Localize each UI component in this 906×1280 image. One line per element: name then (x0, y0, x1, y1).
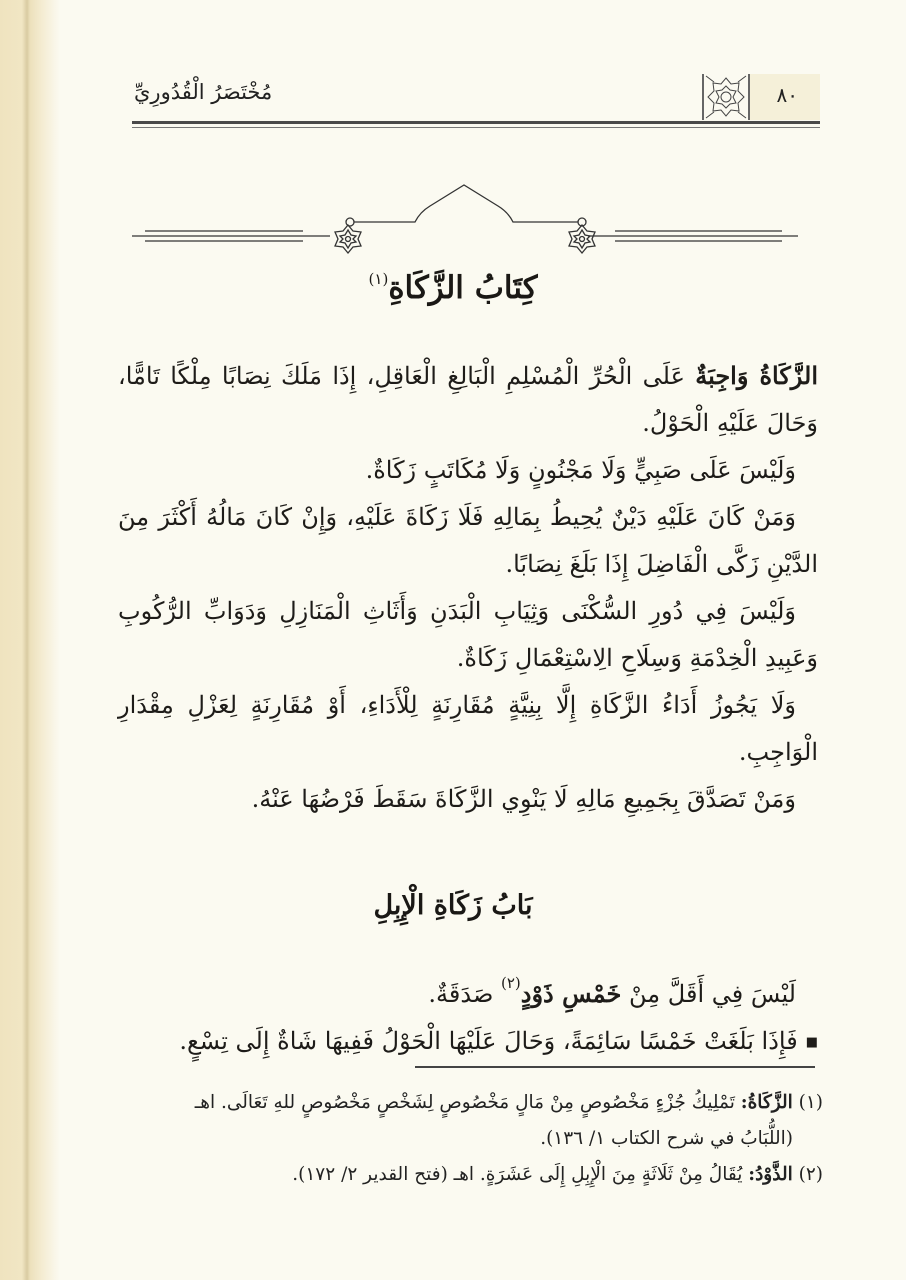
footnote-ref-2[interactable]: (٢) (500, 974, 521, 992)
section-title: بَابُ زَكَاةِ الْإِبِلِ (373, 890, 533, 921)
footnote-1-source: (اللُّبَابُ في شرح الكتاب ١/ ١٣٦). (540, 1128, 793, 1149)
chapter-title-text: كِتَابُ الزَّكَاةِ (388, 270, 538, 306)
footnote-ref-1[interactable]: (١) (368, 270, 389, 288)
footnote-2 (118, 1157, 823, 1193)
header-rule (132, 121, 820, 124)
paragraph-4: وَلَيْسَ فِي دُورِ السُّكْنَى وَثِيَابِ الْبَدَنِ وَأَثَاثِ الْمَنَازِلِ وَدَوَابِّ الرُّكُوبِ وَعَبِيدِ الْخِدْمَةِ وَسِلَاحِ الِاسْتِعْمَالِ زَكَاةٌ. (118, 597, 818, 672)
footnote-2-number: (٢) (798, 1164, 823, 1185)
footnote-1-number: (١) (798, 1092, 823, 1113)
section-line-1-post: صَدَقَةٌ. (428, 980, 501, 1008)
running-header (132, 74, 820, 120)
paragraph-3: وَمَنْ كَانَ عَلَيْهِ دَيْنٌ يُحِيطُ بِمَالِهِ فَلَا زَكَاةَ عَلَيْهِ، وَإِنْ كَانَ مَالُهُ أَكْثَرَ مِنَ الدَّيْنِ زَكَّى الْفَاضِلَ إِذَا بَلَغَ نِصَابًا. (118, 503, 818, 578)
section-body (118, 960, 818, 1066)
footnotes (118, 1085, 823, 1193)
paragraph-1-text: عَلَى الْحُرِّ الْمُسْلِمِ الْبَالِغِ الْعَاقِلِ، إِذَا مَلَكَ نِصَابًا مِلْكًا تَامًّا، وَحَالَ عَلَيْهِ الْحَوْلُ. (118, 362, 818, 437)
header-rule-thin (132, 127, 820, 128)
paragraph-1 (118, 352, 818, 447)
section-line-1-bold: خَمْسِ ذَوْدٍ (520, 979, 622, 1008)
square-bullet-icon: ■ (805, 1035, 818, 1050)
footnote-2-text: يُقَالُ مِنْ ثَلَاثَةٍ مِنَ الْإِبِلِ إِلَى عَشَرَةٍ. اهـ (فتح القدير ٢/ ١٧٢). (292, 1164, 749, 1185)
paragraph-5: وَلَا يَجُوزُ أَدَاءُ الزَّكَاةِ إِلَّا بِنِيَّةٍ مُقَارِنَةٍ لِلْأَدَاءِ، أَوْ مُقَارِنَةٍ لِعَزْلِ مِقْدَارِ الْوَاجِبِ. (118, 691, 818, 766)
page-number: ٨٠ (776, 83, 798, 107)
footnote-1 (118, 1085, 823, 1121)
chapter-ornament-divider (130, 170, 800, 260)
footnote-separator (415, 1066, 815, 1068)
section-line-2 (118, 1018, 818, 1066)
section-line-1-pre: لَيْسَ فِي أَقَلَّ مِنْ (621, 980, 796, 1008)
footnote-1-term: الزَّكَاةُ: (740, 1092, 793, 1113)
book-spine-shadow (0, 0, 60, 1280)
section-line-1 (118, 960, 818, 1018)
running-title: مُخْتَصَرُ الْقُدُورِيِّ (134, 80, 273, 104)
paragraph-2: وَلَيْسَ عَلَى صَبِيٍّ وَلَا مَجْنُونٍ وَلَا مُكَاتَبٍ زَكَاةٌ. (365, 456, 796, 484)
chapter-body (118, 352, 818, 823)
paragraph-6: وَمَنْ تَصَدَّقَ بِجَمِيعِ مَالِهِ لَا يَنْوِي الزَّكَاةَ سَقَطَ فَرْضُهَا عَنْهُ. (251, 785, 796, 813)
paragraph-1-lead: الزَّكَاةُ وَاجِبَةٌ (695, 361, 819, 390)
dome-arch-ornament-icon (130, 170, 800, 260)
section-line-2-text: فَإِذَا بَلَغَتْ خَمْسًا سَائِمَةً، وَحَالَ عَلَيْهَا الْحَوْلُ فَفِيهَا شَاةٌ إِلَى تِسْعٍ. (179, 1027, 798, 1055)
footnote-2-term: الذَّوْدُ: (748, 1164, 793, 1185)
page-number-box (750, 74, 820, 120)
chapter-title (0, 270, 906, 306)
footnote-1-text: تَمْلِيكُ جُزْءٍ مَخْصُوصٍ مِنْ مَالٍ مَخْصُوصٍ لِشَخْصٍ مَخْصُوصٍ للهِ تَعَالَى. اهـ (194, 1092, 741, 1113)
geometric-tile-icon (702, 74, 750, 120)
